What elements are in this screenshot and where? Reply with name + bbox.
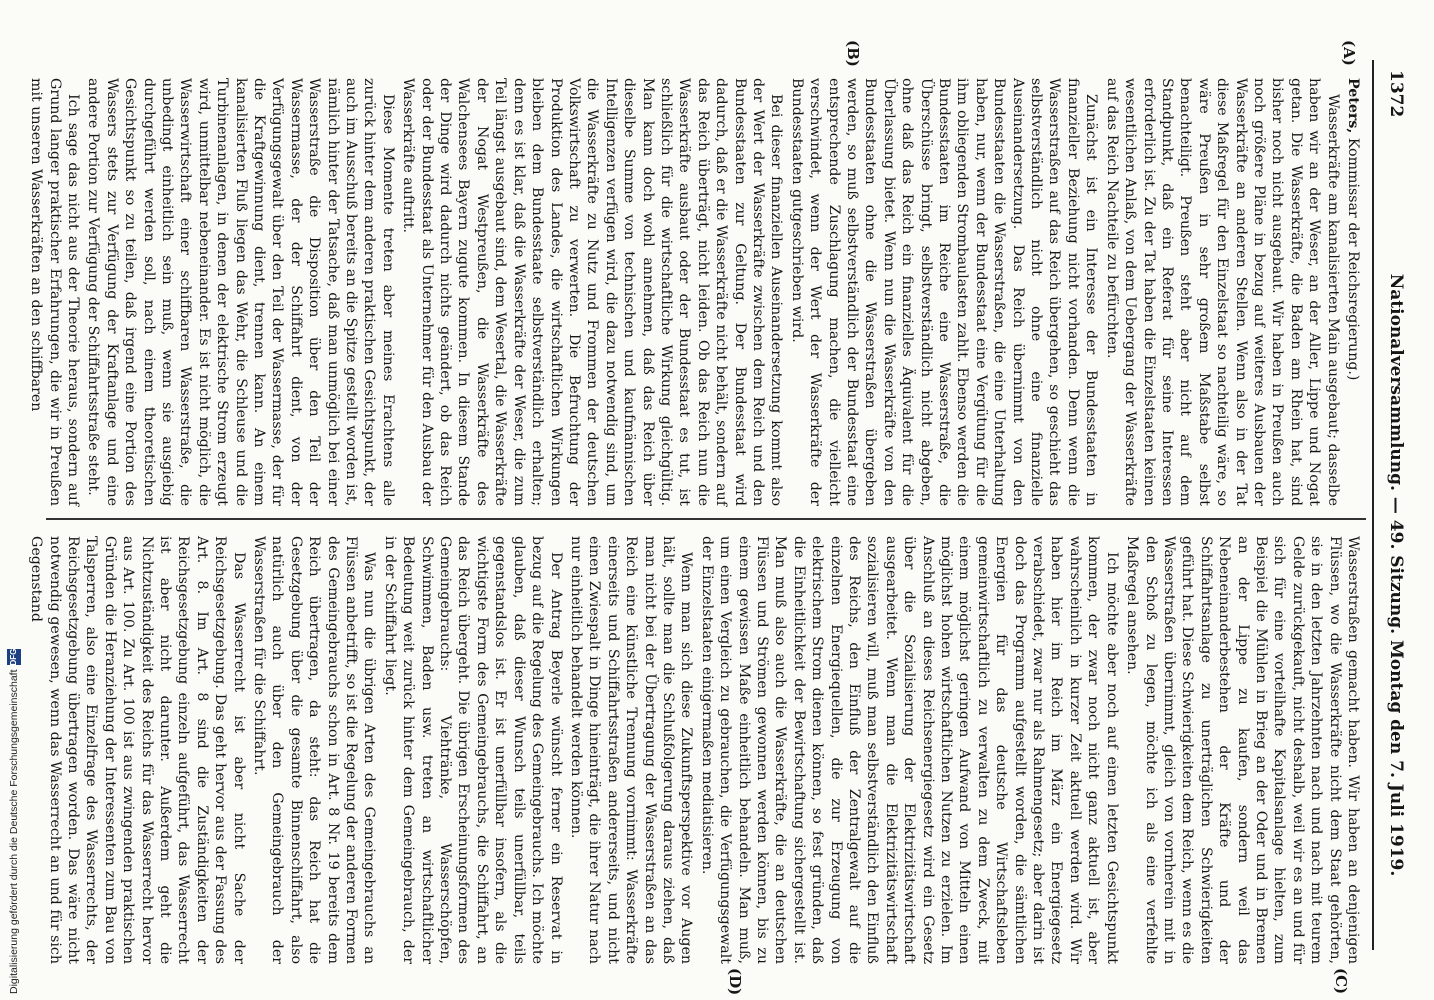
running-head: Nationalversammlung. — 49. Sitzung. Montag den 7. Juli 1919. [1386,273,1406,877]
speaker-role: Kommissar der Reichsregierung.) [1345,137,1361,381]
left-paragraph-2: Zunächst ist ein Interesse der Bundesstaaten in finanzieller Beziehung nicht vorhanden. Denn wenn die Wasserstraßen auf das Reich übergehen, so geschieht das selbstverständlich nicht ohne eine finanzielle Auseinandersetzung. Das Reich übernimmt von den Bundesstaaten die Wasserstraßen, die eine Unterhaltung haben, nur, wenn der Bundesstaat eine Vergütung für die ihm obliegenden Strombaulasten zahlt. Ebenso werden die Bundesstaaten im Reiche eine Wasserstraße, die Überschüsse bringt, selbstverständlich nicht abgeben, ohne daß das Reich ein finanzielles Äquivalent für die Überlassung bietet. Wenn nun die Wasserkräfte von den Bundesstaaten ohne die Wasserstraßen übergeben werden, so muß selbstverständlich der Bundesstaat eine entsprechende Zuschlagung machen, die vielleicht verschwindet, wenn der Wert der Wasserkräfte der Bundesstaaten gutgeschrieben wird. [788,78,1100,506]
page-header [1378,70,1406,960]
margin-mark-b: (B) [844,40,862,67]
dfg-logo-icon: DFG [7,649,21,665]
left-text-column [28,78,1362,506]
right-paragraph-1: Wasserstraßen gemacht haben. Wir haben an denjenigen Flüssen, wo die Wasserkräfte nicht dem Staat gehörten, sie in den letzten Jahrzehnten nach und nach mit teurem Gelde zurückgekauft, nicht deshalb, weil wir es an und für sich für eine vorteilhafte Kapitalsanlage hielten, zum Beispiel die Mühlen in Brieg an der Oder und in Bremen an der Lippe zu kaufen, sondern weil das Nebeneinanderbestehen der Kräfte und der Schiffahrtsanlage zu unerträglichen Schwierigkeiten geführt hat. Diese Schwierigkeiten dem Reich, wenn es die Wasserstraßen übernimmt, gleich von vornherein mit in den Schoß zu legen, möchte ich als eine verfehlte Maßregel ansehen. [1124,536,1361,964]
right-paragraph-6: Das Wasserrecht ist aber nicht Sache der Reichsgesetzgebung. Das geht hervor aus der Fassung des Art. 8. Im Art. 8 sind die Zuständigkeiten der Reichsgesetzgebung einzeln aufgeführt, das Wasserrecht ist aber nicht darunter. Außerdem geht die Nichtzuständigkeit des Reichs für das Wasserrecht hervor aus Art. 100. Zu Art. 100 ist aus zwingenden praktischen Gründen die Heranziehung der Interessenten zum Bau von Talsperren, also eine Einzelfrage des Wasserrechts, der Reichsgesetzgebung übertragen worden. Das wäre nicht notwendig gewesen, wenn das Wasserrecht an und für sich Gegenstand [28,536,247,964]
digitization-credit [6,612,22,994]
margin-mark-a: (A) [1340,40,1358,66]
left-paragraph-3: Bei dieser finanziellen Auseinandersetzung kommt also der Wert der Wasserkräfte zwischen dem Reich und den Bundesstaaten zur Geltung. Der Bundesstaat wird dadurch, daß er die Wasserkräfte nicht behält, sondern auf das Reich überträgt, nicht leiden. Ob das Reich nun die Wasserkräfte ausbaut oder der Bundesstaat es tut, ist schließlich für die wirtschaftliche Wirkung gleichgültig. Man kann doch wohl annehmen, daß das Reich über dieselbe Summe von technischen und kaufmännischen Intelligenzen verfügen wird, die dazu notwendig sind, um die Wasserkräfte zu Nutz und Frommen der deutschen Volkswirtschaft zu verwerten. Die Befruchtung der Produktion des Landes, die wirtschaftlichen Wirkungen bleiben dem Bundesstaate selbstverständlich erhalten; denn es ist klar, daß die Wasserkräfte der Weser, die zum Teil längst ausgebaut sind, dem Wesertal, die Wasserkräfte der Nogat Westpreußen, die Wasserkräfte des Walchensees Bayern zugute kommen. In diesem Stande der Dinge wird dadurch nichts geändert, ob das Reich oder der Bundesstaat als Unternehmer für den Ausbau der Wasserkräfte auftritt. [400,78,785,506]
column-divider [46,518,1366,520]
margin-mark-c: (C) [1332,968,1350,995]
margin-mark-d: (D) [726,968,744,996]
right-text-column [28,536,1362,964]
right-paragraph-4: Der Antrag Beyerle wünscht ferner ein Reservat in bezug auf die Regelung des Gemeingebrauchs. Ich möchte glauben, daß dieser Wunsch teils unerfüllbar, teils gegenstandslos ist. Er ist unerfüllbar insofern, als die wichtigste Form des Gemeingebrauchs, die Schiffahrt, an das Reich übergeht. Die übrigen Erscheinungsformen des Gemeingebrauchs: Viehtränke, Wasserschöpfen, Schwimmen, Baden usw. treten an wirtschaftlicher Bedeutung weit zurück hinter dem Gemeingebrauch, der in der Schiffahrt liegt. [381,536,564,964]
page-number: 1372 [1386,70,1406,118]
left-paragraph-5: Ich sage das nicht aus der Theorie heraus, sondern auf Grund langer praktischer Erfahrungen, die wir in Preußen mit unseren Wasserkräften an den schiffbaren [28,78,81,506]
speaker-name: Peters, [1345,78,1361,134]
left-paragraph-1: Wasserkräfte am kanalisierten Main ausgebaut; dasselbe haben wir an der Weser, an der Aller, Lippe und Nogat getan. Die Wasserkräfte, die Baden am Rhein hat, sind bisher noch nicht ausgebaut. Wir haben in Preußen auch noch größere Pläne in bezug auf weiteres Ausbauen der Wasserkräfte an anderen Stellen. Wenn also in der Tat diese Maßregel für den Einzelstaat so nachteilig wäre, so wäre Preußen in sehr großem Maßstabe selbst benachteiligt. Preußen steht aber nicht auf dem Standpunkt, daß ein Referat für seine Interessen erforderlich ist. Zu der Tat haben die Einzelstaaten keinen wesentlichen Anlaß, von dem Uebergang der Wasserkräfte auf das Reich Nachteile zu befürchten. [1103,78,1341,506]
left-paragraph-4: Diese Momente treten aber meines Erachtens alle zurück hinter dem anderen praktischen Gesichtspunkt, der auch im Ausschuß bereits an die Spitze gestellt worden ist, nämlich hinter der Tatsache, daß man unmöglich bei einer Wasserstraße die Disposition über den Teil der Wassermasse, der der Schiffahrt dient, von der Verfügungsgewalt über den Teil der Wassermasse, der für die Kraftgewinnung dient, trennen kann. An einem kanalisierten Fluß liegen das Wehr, die Schleuse und die Turbinenanlagen, in denen der elektrische Strom erzeugt wird, unmittelbar nebeneinander. Es ist nicht möglich, die Wasserwirtschaft einer schiffbaren Wasserstraße, die unbedingt einheitlich sein muß, wenn sie ausgiebig durchgeführt werden soll, nach einem theoretischen Gesichtspunkt so zu teilen, daß irgend eine Portion des Wassers stets zur Verfügung der Kraftanlage und eine andere Portion zur Verfügung der Schiffahrtsstraße steht. [85,78,396,506]
right-paragraph-5: Was nun die übrigen Arten des Gemeingebrauchs an Flüssen anbetrifft, so ist die Regelung der anderen Formen des Gemeingebrauchs schon in Art. 8 Nr. 19 bereits dem Reich übertragen, da steht: das Reich hat die Gesetzgebung über die gesamte Binnenschiffahrt, also natürlich auch über den Gemeingebrauch der Wasserstraßen für die Schiffahrt. [251,536,378,964]
header-rule [1372,60,1374,950]
right-paragraph-3: Wenn man sich diese Zukunftsperspektive vor Augen hält, sollte man die Schlußfolgerung daraus ziehen, daß man nicht bei der Übertragung der Wasserstraßen an das Reich eine künstliche Trennung vornimmt: Wasserkräfte einerseits und Schiffahrtsstraßen andererseits, und nicht einen Zwiespalt in Dinge hineinträgt, die ihrer Natur nach nur einheitlich behandelt werden können. [567,536,695,964]
credit-text: Digitalisierung gefördert durch die Deutsche Forschungsgemeinschaft [8,669,20,994]
speaker-line [1344,78,1362,506]
right-paragraph-2: Ich möchte aber noch auf einen letzten Gesichtspunkt kommen, der zwar noch nicht ganz aktuell ist, aber wahrscheinlich in kurzer Zeit aktuell werden wird. Wir haben hier im Reich im März ein Energiegesetz verabschiedet, zwar nur als Rahmengesetz; aber darin ist doch das Programm aufgestellt worden, die sämtlichen Energien für das deutsche Wirtschaftsleben gemeinwirtschaftlich zu verwalten zu dem Zweck, mit einem möglichst geringen Aufwand von Mitteln einen möglichst hohen wirtschaftlichen Nutzen zu erzielen. Im Anschluß an dieses Reichsenergiegesetz wird ein Gesetz über die Sozialisierung der Elektrizitätswirtschaft ausgearbeitet. Wenn man die Elektrizitätswirtschaft sozialisieren will, muß man selbstverständlich den Einfluß des Reichs, den Einfluß der Zentralgewalt auf die einzelnen Energiequellen, die zur Erzeugung von elektrischem Strom dienen können, so fest gründen, daß die Einheitlichkeit der Bewirtschaftung sichergestellt ist. Man muß also auch die Wasserkräfte, die an deutschen Flüssen und Strömen gewonnen werden können, bis zu einem gewissen Maße einheitlich behandeln. Man muß, um einen Vergleich zu gebrauchen, die Verfügungsgewalt der Einzelstaaten einigermaßen mediatisieren. [698,536,1120,964]
